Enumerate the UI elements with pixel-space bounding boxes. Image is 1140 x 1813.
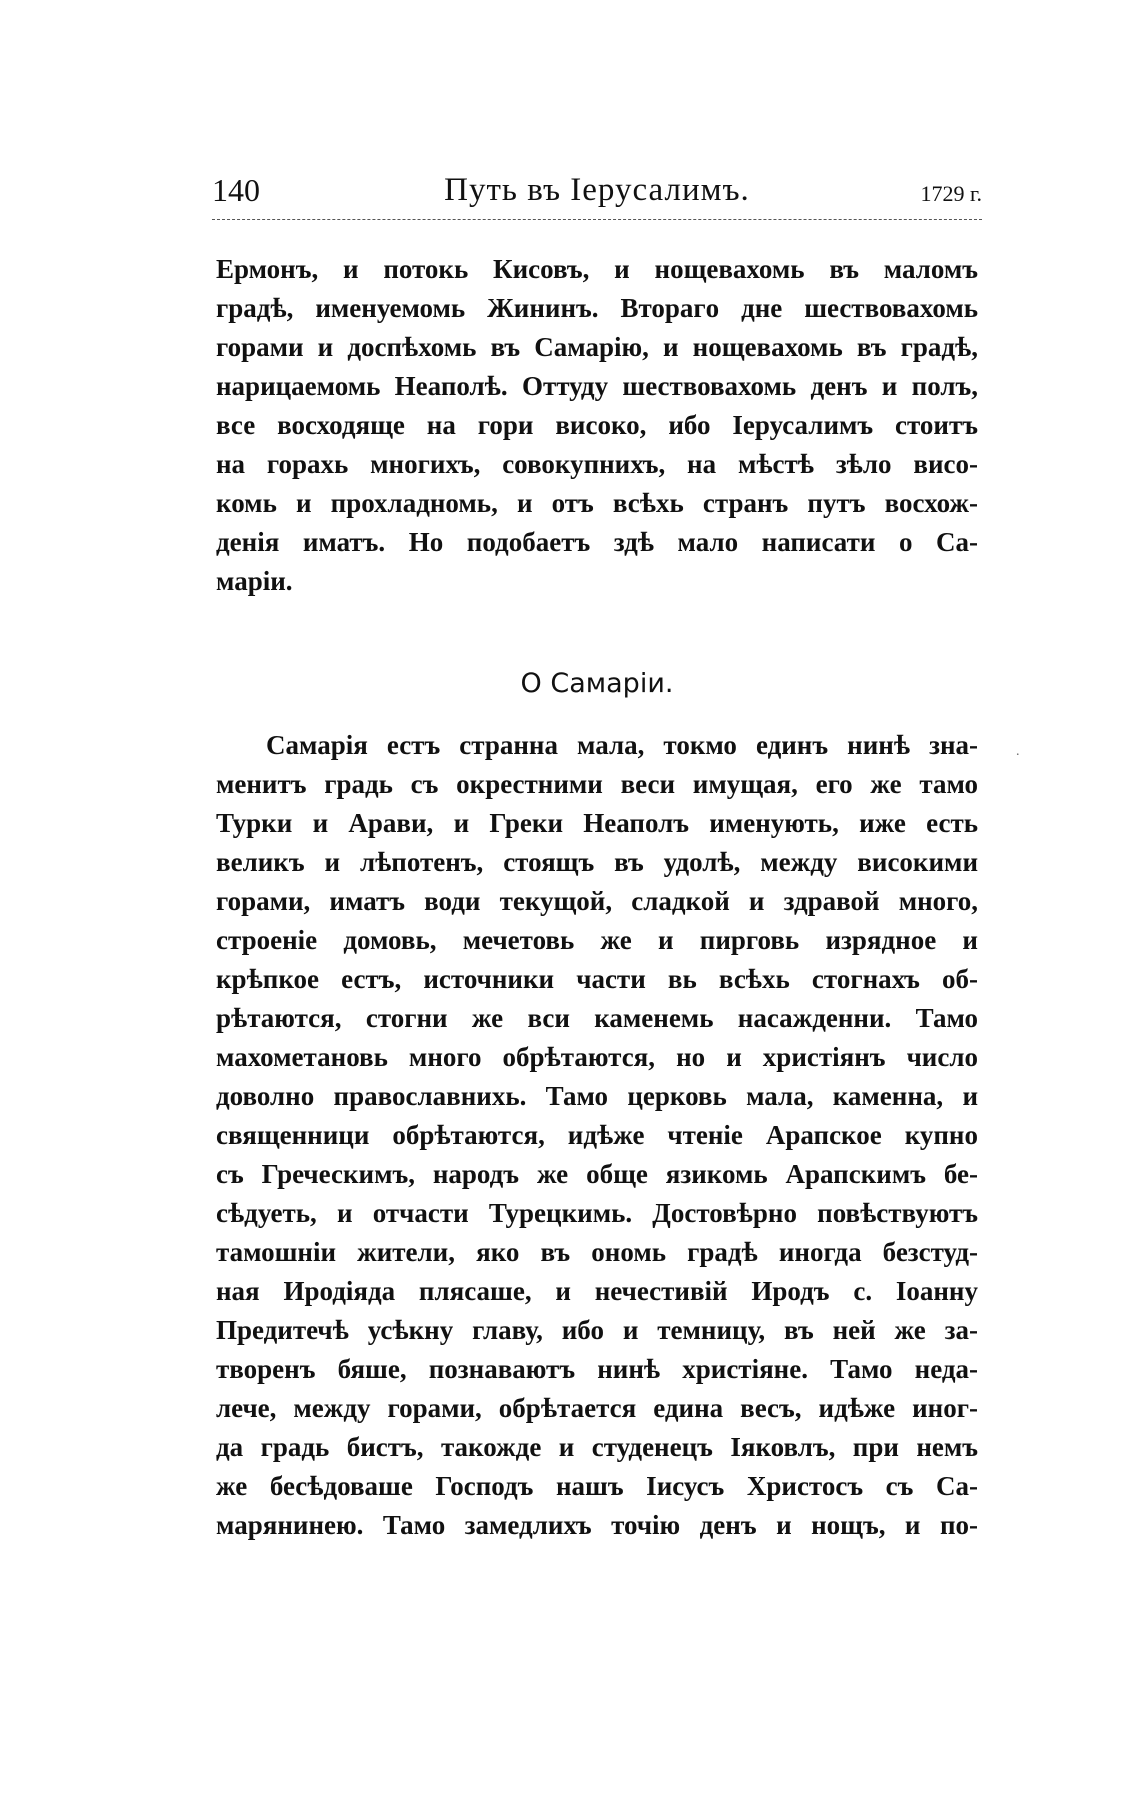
text-line: крѣпкое естъ, источники части вь всѣхь стогнахъ об- [216,964,978,994]
text-line: горами и доспѣхомь въ Самарію, и нощевахомь въ градѣ, [216,332,978,362]
paragraph-1 [216,250,978,601]
text-line: комь и прохладномь, и отъ всѣхь странъ путъ восхож- [216,488,978,518]
section-heading: О Самаріи. [520,668,674,699]
text-line: все восходяще на гори високо, ибо Іерусалимъ стоитъ [216,410,978,440]
text-line: великъ и лѣпотенъ, стоящъ въ удолѣ, между високими [216,847,978,877]
text-line: да градь бистъ, такожде и студенецъ Іяковлъ, при немъ [216,1432,978,1462]
text-line: горами, иматъ води текущой, сладкой и здравой много, [216,886,978,916]
paragraph-2 [216,726,978,1545]
text-line: махометановь много обрѣтаются, но и христіянъ число [216,1042,978,1072]
text-line: съ Греческимъ, народъ же обще язикомь Арапскимъ бе- [216,1159,978,1189]
margin-mark: . [1016,744,1020,759]
text-line: денія иматъ. Но подобаетъ здѣ мало написати о Са- [216,527,978,557]
running-header [212,168,982,216]
text-line: строеніе домовь, мечетовь же и пирговь изрядное и [216,925,978,955]
text-line: же бесѣдоваше Господъ нашъ Іисусъ Христосъ съ Са- [216,1471,978,1501]
running-title: Путь въ Іерусалимъ. [444,172,750,208]
text-line: менитъ градь съ окрестними веси имущая, его же тамо [216,769,978,799]
text-line: тамошніи жители, яко въ ономь градѣ иногда безстуд- [216,1237,978,1267]
page-number: 140 [212,172,260,208]
text-line: Предитечѣ усѣкну главу, ибо и темницу, въ ней же за- [216,1315,978,1345]
text-line: Ермонъ, и потокь Кисовъ, и нощевахомь въ маломъ [216,254,978,284]
text-line: Самарія естъ странна мала, токмо единъ нинѣ зна- [266,730,978,760]
text-line: марянинею. Тамо замедлихъ точію денъ и нощъ, и по- [216,1510,978,1540]
header-divider [212,219,982,220]
year-label: 1729 г. [920,181,982,206]
text-line: Турки и Арави, и Греки Неаполъ именують, иже есть [216,808,978,838]
text-line: ная Иродіяда плясаше, и нечестивій Иродъ с. Іоанну [216,1276,978,1306]
text-line: градѣ, именуемомь Жининъ. Вторагo дне шествовахомь [216,293,978,323]
text-line: рѣтаются, стогни же вси каменемь насажденни. Тамо [216,1003,978,1033]
text-line: нарицаемомь Неаполѣ. Оттуду шествовахомь денъ и полъ, [216,371,978,401]
text-line: священници обрѣтаются, идѣже чтеніе Арапское купно [216,1120,978,1150]
text-line: на горахь многихъ, совокупнихъ, на мѣстѣ зѣло висо- [216,449,978,479]
text-line: доволно православнихь. Тамо церковь мала, каменна, и [216,1081,978,1111]
text-line: маріи. [216,566,293,596]
text-line: творенъ бяше, познаваютъ нинѣ христіяне. Тамо неда- [216,1354,978,1384]
text-line: лече, между горами, обрѣтается едина весъ, идѣже иног- [216,1393,978,1423]
text-line: сѣдуеть, и отчасти Турецкимь. Достовѣрно повѣствуютъ [216,1198,978,1228]
